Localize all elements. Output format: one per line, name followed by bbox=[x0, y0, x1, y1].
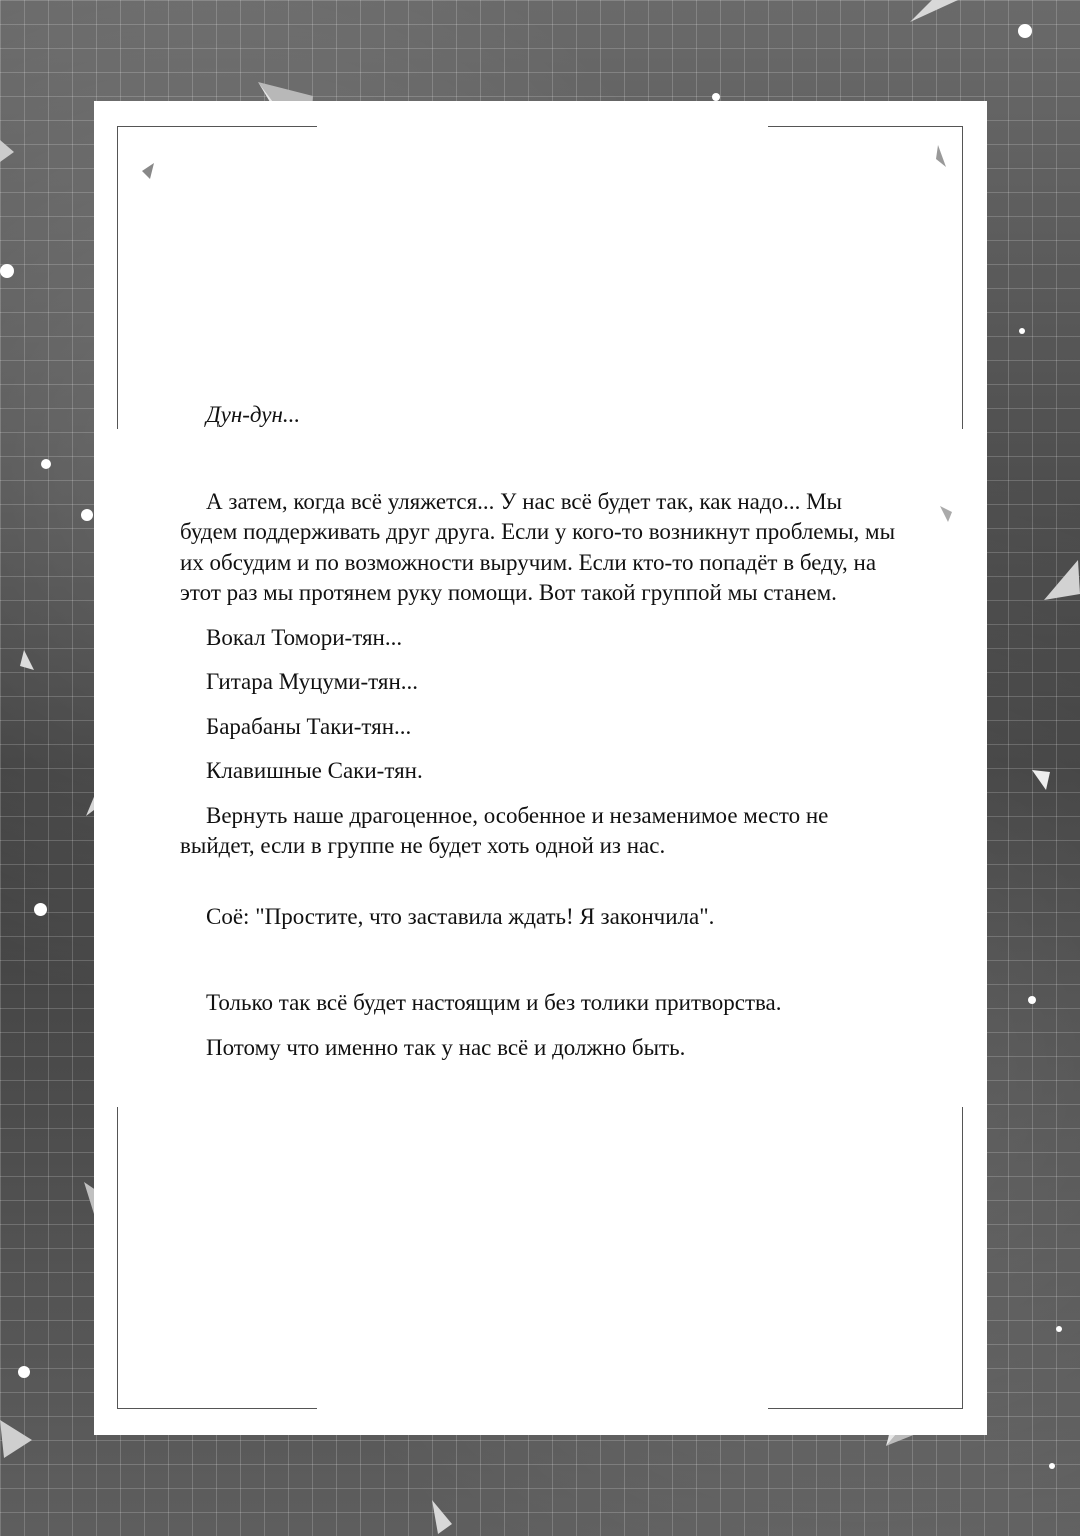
paragraph-keyboard: Клавишные Саки-тян. bbox=[206, 758, 423, 783]
paragraph-dun-dun: Дун-дун... bbox=[206, 402, 301, 427]
frame-bottom-right-h bbox=[768, 1408, 963, 1409]
crystal-shard bbox=[1044, 560, 1080, 602]
paragraph-because: Потому что именно так у нас всё и должно быть. bbox=[206, 1034, 686, 1060]
crystal-shard bbox=[432, 1500, 454, 1536]
crystal-shard bbox=[910, 0, 960, 26]
bokeh-dot bbox=[18, 1366, 30, 1378]
bokeh-dot bbox=[1018, 24, 1032, 38]
frame-bottom-right-v bbox=[962, 1107, 963, 1409]
crystal-shard bbox=[20, 650, 36, 672]
frame-top-left-h bbox=[117, 126, 317, 127]
bokeh-dot bbox=[1019, 328, 1025, 334]
bokeh-dot bbox=[712, 93, 720, 101]
bokeh-dot bbox=[34, 903, 47, 916]
bokeh-dot bbox=[1049, 1463, 1055, 1469]
paragraph-drums: Барабаны Таки-тян... bbox=[206, 713, 412, 739]
paragraph-only-this-way: Только так всё будет настоящим и без толики притворства. bbox=[206, 990, 782, 1015]
frame-bottom-left-v bbox=[117, 1107, 118, 1409]
frame-top-left-v bbox=[117, 126, 118, 429]
frame-bottom-left-h bbox=[117, 1408, 317, 1409]
crystal-shard bbox=[940, 506, 954, 524]
crystal-shard bbox=[1032, 770, 1052, 792]
paragraph-vocal: Вокал Томори-тян... bbox=[206, 624, 403, 650]
bokeh-dot bbox=[1028, 996, 1036, 1004]
bokeh-dot bbox=[81, 509, 93, 521]
paragraph-place: Вернуть наше драгоценное, особенное и незаменимое место не выйдет, если в группе не будет хоть одной из нас. bbox=[180, 802, 829, 858]
crystal-shard bbox=[142, 163, 156, 181]
paragraph-after-everything: А затем, когда всё уляжется... У нас всё будет так, как надо... Мы будем поддерживать друг друга. Если у кого-то возникнут проблемы, мы их обсудим и по возможности выручим. Если кто-то попадёт в беду, на этот раз мы протянем руку помощи. Вот такой группой мы станем. bbox=[180, 488, 896, 605]
story-text bbox=[180, 400, 900, 1063]
bokeh-dot bbox=[1056, 1326, 1062, 1332]
crystal-shard bbox=[936, 145, 948, 169]
bokeh-dot bbox=[0, 264, 14, 278]
crystal-shard bbox=[0, 140, 16, 164]
bokeh-dot bbox=[41, 459, 51, 469]
paragraph-soyo-line: Соё: "Простите, что заставила ждать! Я закончила". bbox=[206, 903, 715, 929]
frame-top-right-h bbox=[768, 126, 963, 127]
paragraph-guitar: Гитара Муцуми-тян... bbox=[206, 669, 419, 694]
crystal-shard bbox=[0, 1420, 34, 1460]
frame-top-right-v bbox=[962, 126, 963, 429]
